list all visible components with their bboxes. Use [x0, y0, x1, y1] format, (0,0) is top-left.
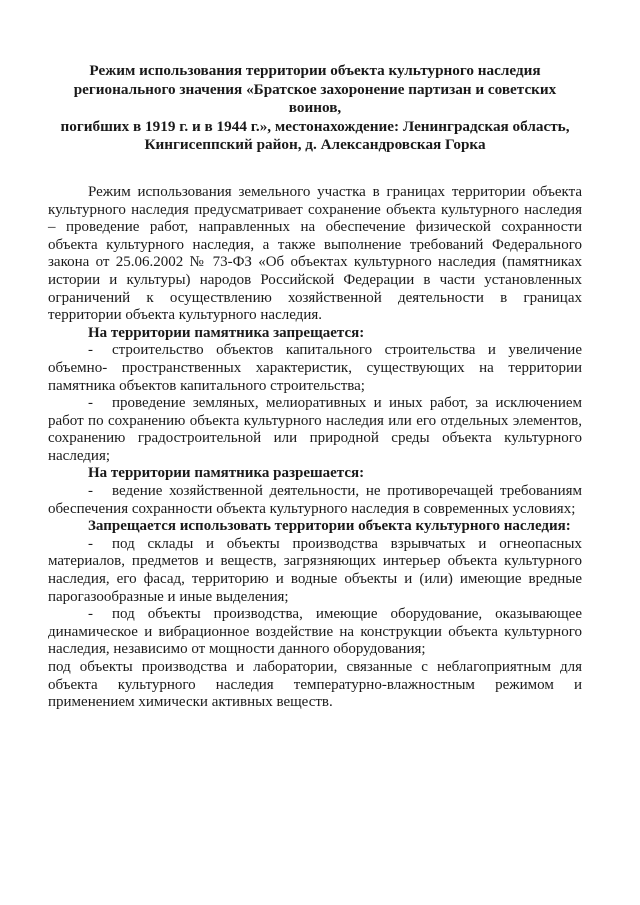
dash-marker: - — [88, 342, 93, 359]
section-heading-forbidden-use: Запрещается использовать территории объекта культурного наследия: — [88, 518, 571, 535]
list-item — [48, 483, 582, 518]
section-heading-allowed: На территории памятника разрешается: — [88, 465, 365, 482]
list-item — [48, 536, 582, 606]
list-item-text: ведение хозяйственной деятельности, не противоречащей требованиям обеспечения сохранности объекта культурного наследия в современных условиях; — [48, 483, 582, 517]
document-title — [48, 62, 582, 155]
closing-paragraph: под объекты производства и лаборатории, связанные с неблагоприятным для объекта культурного наследия температурно-влажностным режимом и применением химически активных веществ. — [48, 659, 582, 711]
list-item — [48, 606, 582, 659]
dash-marker: - — [88, 535, 93, 552]
list-item — [48, 395, 582, 465]
list-item-text: под объекты производства, имеющие оборудование, оказывающее динамическое и вибрационное воздействие на конструкции объекта культурного наследия, независимо от мощности данного оборудования; — [48, 606, 582, 658]
title-line: Режим использования территории объекта культурного наследия — [89, 62, 541, 79]
title-line: регионального значения «Братское захоронение партизан и советских воинов, — [73, 80, 557, 117]
list-item-text: строительство объектов капитального строительства и увеличение объемно- пространственных характеристик, существующих на территории памятника объектов капитального строительства; — [48, 342, 582, 394]
intro-paragraph: Режим использования земельного участка в границах территории объекта культурного наследия предусматривает сохранение объекта культурного наследия – проведение работ, направленных на обеспечение физической сохранности объекта культурного наследия, а также выполнение требований Федерального закона от 25.06.2002 № 73-ФЗ «Об объектах культурного наследия (памятниках истории и культуры) народов Российской Федерации в части установленных ограничений к осуществлению хозяйственной деятельности в границах территории объекта культурного наследия. — [48, 183, 582, 324]
list-item — [48, 342, 582, 395]
title-line: погибших в 1919 г. и в 1944 г.», местонахождение: Ленинградская область, — [60, 117, 570, 135]
dash-marker: - — [88, 606, 93, 623]
list-item-text: проведение земляных, мелиоративных и иных работ, за исключением работ по сохранению объекта культурного наследия или его отдельных элементов, сохранению градостроительной или природной среды объекта культурного наследия; — [48, 395, 582, 464]
document-page — [48, 62, 582, 712]
section-heading-prohibited: На территории памятника запрещается: — [88, 324, 365, 341]
dash-marker: - — [88, 395, 93, 412]
dash-marker: - — [88, 483, 93, 500]
document-body — [48, 184, 582, 712]
list-item-text: под склады и объекты производства взрывчатых и огнеопасных материалов, предметов и веществ, загрязняющих интерьер объекта культурного наследия, его фасад, территорию и водные объекты и (или) имеющие вредные парогазообразные и иные выделения; — [48, 535, 582, 605]
title-line: Кингисеппский район, д. Александровская Горка — [144, 136, 486, 154]
